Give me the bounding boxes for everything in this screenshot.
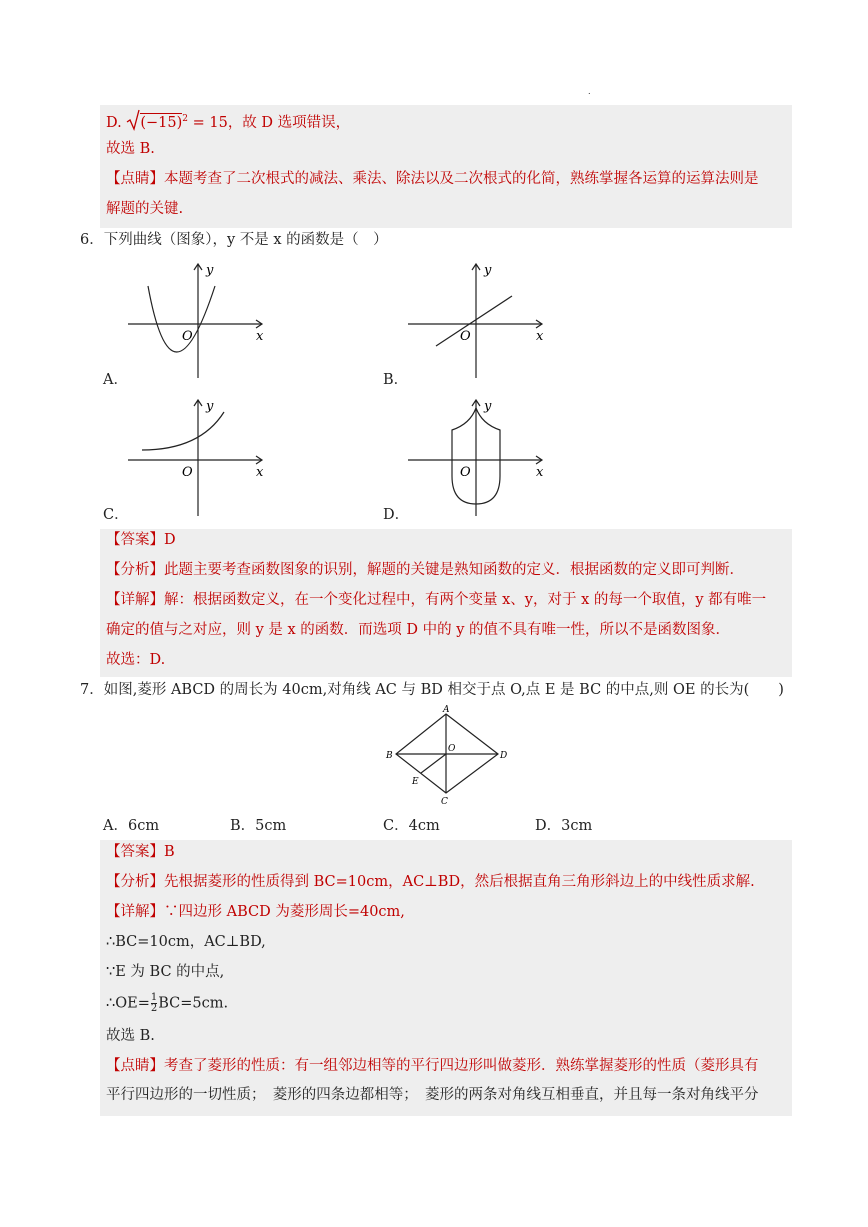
q7-rhombus-figure xyxy=(382,703,508,807)
q6-option-c: C． xyxy=(103,507,129,523)
q6-detail-line1: 【详解】解：根据函数定义，在一个变化过程中，有两个变量 x、y，对于 x 的每一个取值，y 都有唯一 xyxy=(106,592,767,608)
fraction-numerator: 1 xyxy=(150,992,158,1003)
q6-option-a: A． xyxy=(103,372,128,388)
fraction-denominator: 2 xyxy=(150,1003,158,1014)
midpoint-e-label: E xyxy=(412,777,419,787)
q7-detail-line3: ∵E 为 BC 的中点, xyxy=(106,964,225,980)
origin-label: O xyxy=(182,329,193,344)
q7-solution-block xyxy=(100,840,792,1116)
q7-detail-line2: ∴BC=10cm，AC⊥BD, xyxy=(106,934,266,950)
q6-stem: 6．下列曲线（图象），y 不是 x 的函数是（ ） xyxy=(80,232,388,248)
q7-option-a: A．6cm xyxy=(103,818,160,834)
q7-comment-line1: 【点睛】考查了菱形的性质：有一组邻边相等的平行四边形叫做菱形．熟练掌握菱形的性质（菱形具有 xyxy=(106,1058,759,1074)
q6-option-d: D． xyxy=(383,507,410,523)
q7-stem: 7．如图,菱形 ABCD 的周长为 40cm,对角线 AC 与 BD 相交于点 O,点 E 是 BC 的中点,则 OE 的长为( ) xyxy=(80,682,784,698)
y-axis-label: y xyxy=(484,399,492,414)
q7-comment-line2: 平行四边形的一切性质； 菱形的四条边都相等； 菱形的两条对角线互相垂直，并且每一条对角线平分 xyxy=(106,1087,759,1103)
q6-answer: 【答案】D xyxy=(106,532,176,548)
vertex-d-label: D xyxy=(500,751,508,761)
q7-option-c: C．4cm xyxy=(383,818,440,834)
q6-graph-c xyxy=(120,394,270,520)
q5-d-text: ，故 D 选项错误， xyxy=(227,115,351,131)
vertex-b-label: B xyxy=(386,751,393,761)
y-axis-label: y xyxy=(206,263,214,278)
vertex-c-label: C xyxy=(441,797,448,807)
q5-solution-block xyxy=(100,105,792,228)
q7-answer: 【答案】B xyxy=(106,844,175,860)
q6-analysis: 【分析】此题主要考查函数图象的识别，解题的关键是熟知函数的定义．根据函数的定义即可判断． xyxy=(106,562,744,578)
x-axis-label: x xyxy=(256,465,264,480)
q7-analysis: 【分析】先根据菱形的性质得到 BC=10cm，AC⊥BD，然后根据直角三角形斜边上的中线性质求解. xyxy=(106,874,755,890)
origin-label: O xyxy=(460,329,471,344)
q7-detail4-pre: ∴OE= xyxy=(106,995,150,1012)
x-axis-label: x xyxy=(536,465,544,480)
q7-detail-line4 xyxy=(106,993,228,1014)
origin-label: O xyxy=(182,465,193,480)
q5-d-result: = 15 xyxy=(192,115,228,131)
q5-comment-line1: 【点睛】本题考查了二次根式的减法、乘法、除法以及二次根式的化简，熟练掌握各运算的运算法则是 xyxy=(106,171,759,187)
vertex-a-label: A xyxy=(443,705,450,715)
q6-choose: 故选：D. xyxy=(106,652,166,668)
top-dot: . xyxy=(588,87,591,96)
q6-graph-b xyxy=(400,256,550,386)
q6-graph-a xyxy=(120,256,270,386)
q7-detail4-post: BC=5cm. xyxy=(158,995,229,1012)
q6-detail-line2: 确定的值与之对应，则 y 是 x 的函数．而选项 D 中的 y 的值不具有唯一性，所以不是函数图象． xyxy=(106,622,731,638)
x-axis-label: x xyxy=(536,329,544,344)
one-half-fraction xyxy=(151,993,157,1014)
q5-d-exponent: 2 xyxy=(182,114,188,125)
sqrt-icon xyxy=(126,109,140,137)
x-axis-label: x xyxy=(256,329,264,344)
y-axis-label: y xyxy=(484,263,492,278)
q7-option-d: D．3cm xyxy=(535,818,593,834)
q5-comment-line2: 解题的关键. xyxy=(106,201,184,217)
q7-detail-line1: 【详解】∵四边形 ABCD 为菱形周长=40cm, xyxy=(106,904,405,920)
center-o-label: O xyxy=(448,744,456,754)
q6-solution-block xyxy=(100,529,792,677)
q6-option-b: B． xyxy=(383,372,409,388)
q5-d-label: D. xyxy=(106,115,122,131)
q5-choose: 故选 B. xyxy=(106,141,155,157)
q6-graph-d xyxy=(400,394,550,520)
q5-d-radicand: (−15) xyxy=(140,115,183,131)
q7-choose: 故选 B. xyxy=(106,1028,155,1044)
y-axis-label: y xyxy=(206,399,214,414)
q7-option-b: B．5cm xyxy=(230,818,287,834)
q5-option-d-line xyxy=(106,109,350,137)
origin-label: O xyxy=(460,465,471,480)
